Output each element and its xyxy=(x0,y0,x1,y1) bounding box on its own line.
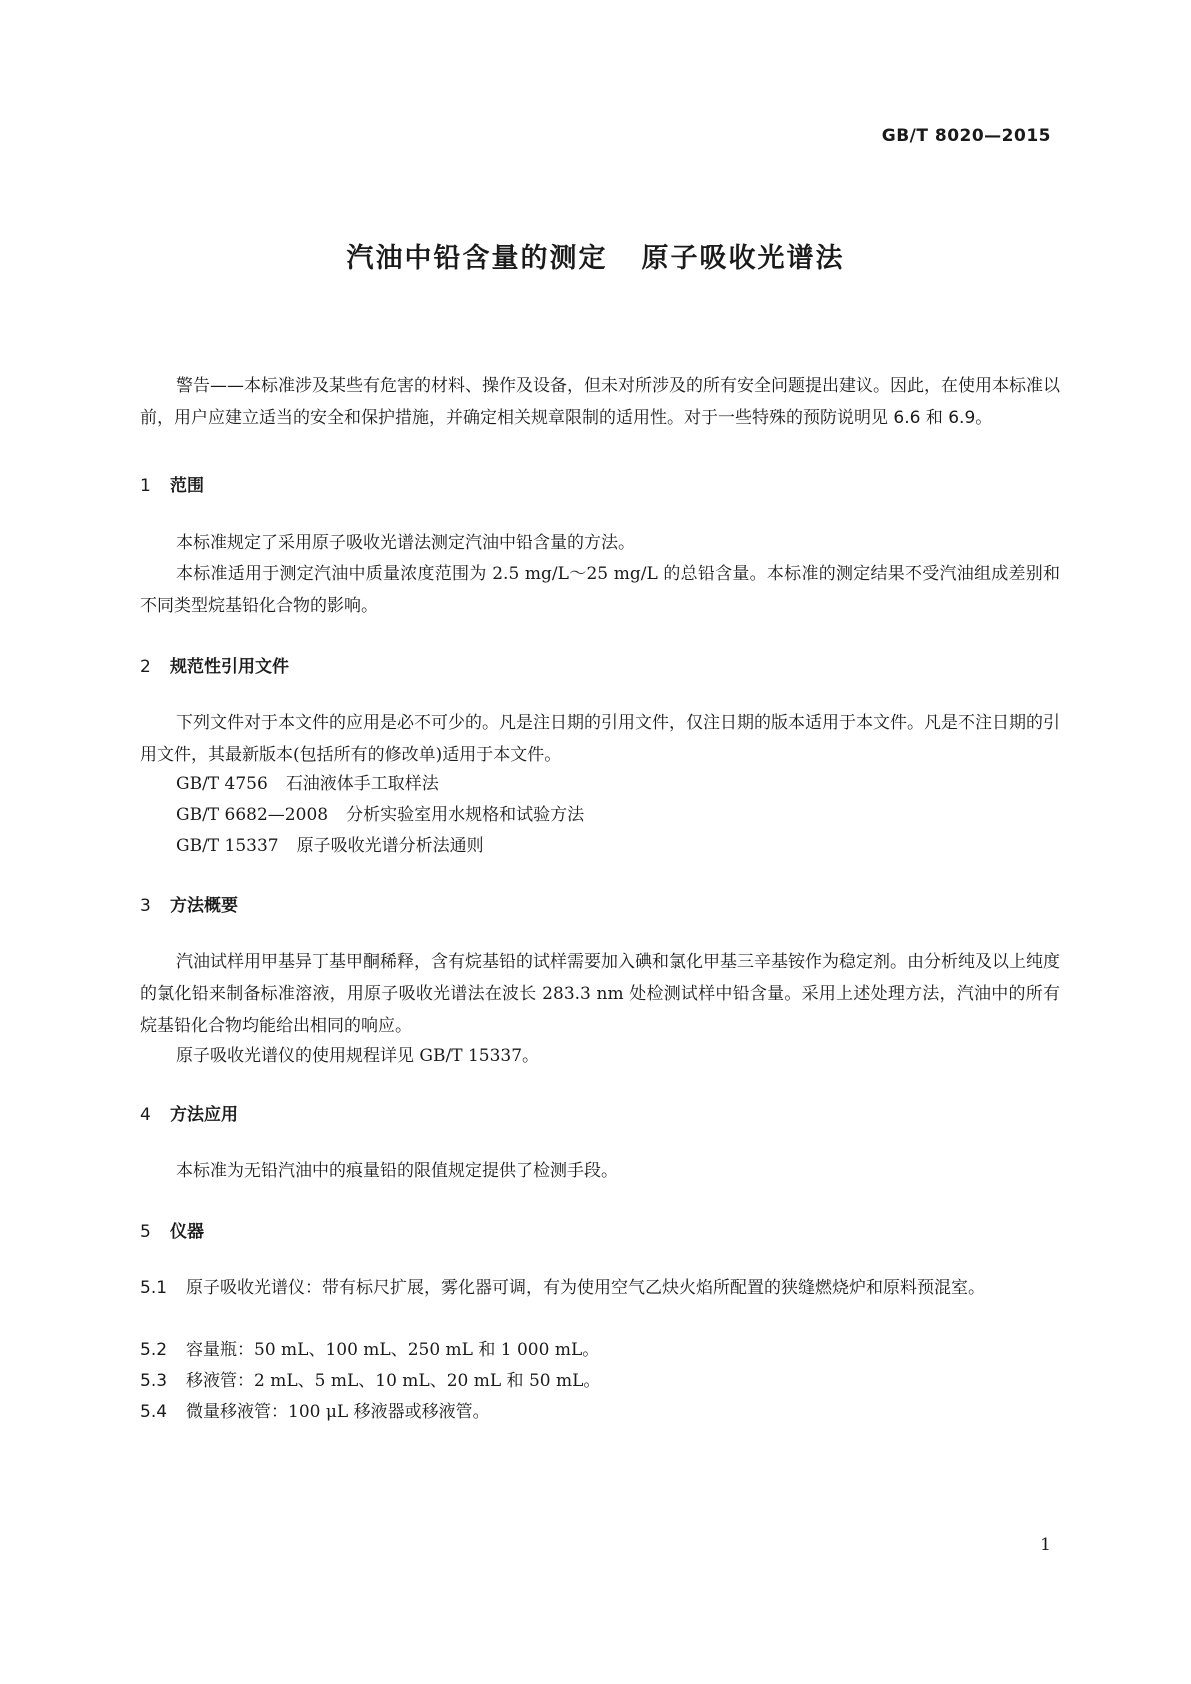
reference-item xyxy=(176,831,484,856)
section-1-paragraph-1: 本标准规定了采用原子吸收光谱法测定汽油中铅含量的方法。 xyxy=(176,533,635,553)
item-number: 5.3 xyxy=(140,1371,168,1391)
instrument-item xyxy=(140,1396,1060,1428)
section-3-paragraph-2: 原子吸收光谱仪的使用规程详见 GB/T 15337。 xyxy=(176,1046,540,1066)
page-number: 1 xyxy=(1040,1535,1051,1555)
instrument-item xyxy=(140,1334,1060,1366)
section-4-paragraph-1: 本标准为无铅汽油中的痕量铅的限值规定提供了检测手段。 xyxy=(176,1161,618,1181)
section-2-heading xyxy=(140,652,1060,677)
reference-code: GB/T 15337 xyxy=(176,836,279,856)
reference-code: GB/T 6682—2008 xyxy=(176,805,329,825)
section-number: 4 xyxy=(140,1105,151,1125)
reference-name: 石油液体手工取样法 xyxy=(285,774,439,794)
section-number: 2 xyxy=(140,657,151,677)
section-5-heading xyxy=(140,1217,1060,1242)
reference-item xyxy=(176,769,439,794)
section-title: 方法应用 xyxy=(170,1105,238,1125)
item-number: 5.1 xyxy=(140,1278,168,1298)
item-text: 微量移液管：100 μL 移液器或移液管。 xyxy=(186,1402,490,1422)
reference-code: GB/T 4756 xyxy=(176,774,268,794)
section-1-paragraph-2: 本标准适用于测定汽油中质量浓度范围为 2.5 mg/L～25 mg/L 的总铅含量。本标准的测定结果不受汽油组成差别和不同类型烷基铅化合物的影响。 xyxy=(140,564,1060,616)
section-number: 3 xyxy=(140,896,151,916)
standard-code: GB/T 8020—2015 xyxy=(881,126,1051,146)
instrument-item xyxy=(140,1365,1060,1397)
document-title xyxy=(0,236,1191,275)
section-number: 1 xyxy=(140,476,151,496)
section-2-paragraph-1: 下列文件对于本文件的应用是必不可少的。凡是注日期的引用文件，仅注日期的版本适用于本文件。凡是不注日期的引用文件，其最新版本(包括所有的修改单)适用于本文件。 xyxy=(140,713,1060,765)
section-4-heading xyxy=(140,1100,1060,1125)
section-title: 范围 xyxy=(170,476,204,496)
item-number: 5.2 xyxy=(140,1340,168,1360)
title-part-1: 汽油中铅含量的测定 xyxy=(346,243,608,274)
instrument-item xyxy=(140,1272,1060,1304)
item-text: 原子吸收光谱仪：带有标尺扩展，雾化器可调，有为使用空气乙炔火焰所配置的狭缝燃烧炉和原料预混室。 xyxy=(186,1278,985,1298)
reference-name: 分析实验室用水规格和试验方法 xyxy=(346,805,585,825)
reference-item xyxy=(176,800,584,825)
section-title: 方法概要 xyxy=(170,896,238,916)
warning-paragraph: 警告——本标准涉及某些有危害的材料、操作及设备，但未对所涉及的所有安全问题提出建议。因此，在使用本标准以前，用户应建立适当的安全和保护措施，并确定相关规章限制的适用性。对于一些特殊的预防说明见 6.6 和 6.9。 xyxy=(140,376,1060,428)
section-title: 规范性引用文件 xyxy=(170,657,289,677)
item-number: 5.4 xyxy=(140,1402,168,1422)
item-text: 容量瓶：50 mL、100 mL、250 mL 和 1 000 mL。 xyxy=(186,1340,600,1360)
item-text: 移液管：2 mL、5 mL、10 mL、20 mL 和 50 mL。 xyxy=(186,1371,601,1391)
section-3-paragraph-1: 汽油试样用甲基异丁基甲酮稀释，含有烷基铅的试样需要加入碘和氯化甲基三辛基铵作为稳定剂。由分析纯及以上纯度的氯化铅来制备标准溶液，用原子吸收光谱法在波长 283.3 nm 处检测试样中铅含量。采用上述处理方法，汽油中的所有烷基铅化合物均能给出相同的响应。 xyxy=(140,952,1060,1036)
title-part-2: 原子吸收光谱法 xyxy=(641,243,845,274)
section-title: 仪器 xyxy=(170,1222,204,1242)
section-number: 5 xyxy=(140,1222,151,1242)
section-1-heading xyxy=(140,471,1060,496)
section-3-heading xyxy=(140,891,1060,916)
reference-name: 原子吸收光谱分析法通则 xyxy=(296,836,484,856)
